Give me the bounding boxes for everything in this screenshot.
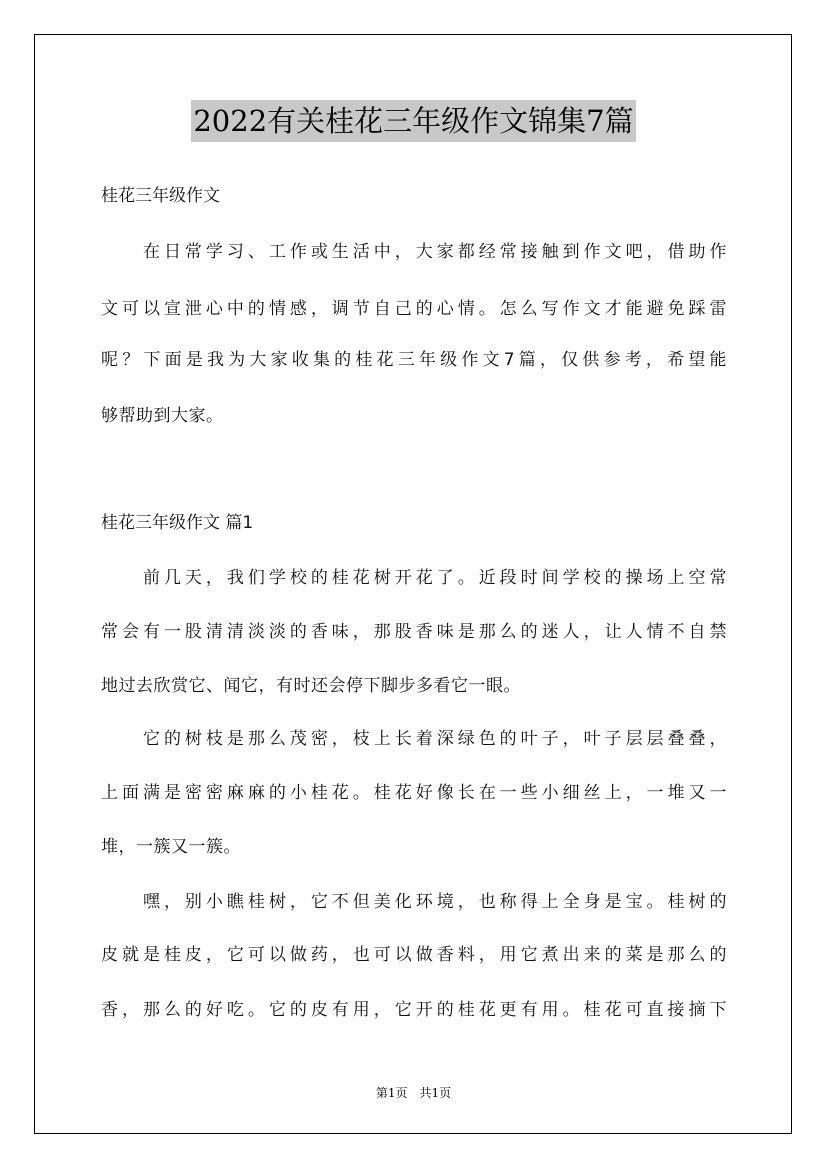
paragraph-line: 上面满是密密麻麻的小桂花。桂花好像长在一些小细丝上，一堆又一 (101, 783, 727, 803)
document-title: 2022有关桂花三年级作文锦集7篇 (191, 100, 635, 142)
paragraph-line: 嘿，别小瞧桂树，它不但美化环境，也称得上全身是宝。桂树的 (101, 892, 727, 912)
paragraph-line: 香，那么的好吃。它的皮有用，它开的桂花更有用。桂花可直接摘下 (101, 1000, 727, 1020)
title-container (0, 100, 827, 142)
page-number: 第1页 共1页 (375, 1086, 452, 1100)
intro-line: 文可以宣泄心中的情感，调节自己的心情。怎么写作文才能避免踩雷 (101, 299, 727, 319)
intro-heading: 桂花三年级作文 (101, 186, 220, 206)
paragraph-line: 地过去欣赏它、闻它，有时还会停下脚步多看它一眼。 (101, 676, 521, 696)
intro-line: 在日常学习、工作或生活中，大家都经常接触到作文吧，借助作 (101, 242, 727, 262)
intro-line: 呢？下面是我为大家收集的桂花三年级作文7篇，仅供参考，希望能 (101, 350, 727, 370)
paragraph-line: 前几天，我们学校的桂花树开花了。近段时间学校的操场上空常 (101, 568, 727, 588)
paragraph-line: 常会有一股清清淡淡的香味，那股香味是那么的迷人，让人情不自禁 (101, 622, 727, 642)
paragraph-line: 皮就是桂皮，它可以做药，也可以做香料，用它煮出来的菜是那么的 (101, 945, 727, 965)
section-heading: 桂花三年级作文 篇1 (101, 513, 254, 533)
paragraph-line: 堆，一簇又一簇。 (101, 837, 241, 857)
intro-line: 够帮助到大家。 (101, 406, 224, 426)
paragraph-line: 它的树枝是那么茂密，枝上长着深绿色的叶子，叶子层层叠叠， (101, 729, 727, 749)
